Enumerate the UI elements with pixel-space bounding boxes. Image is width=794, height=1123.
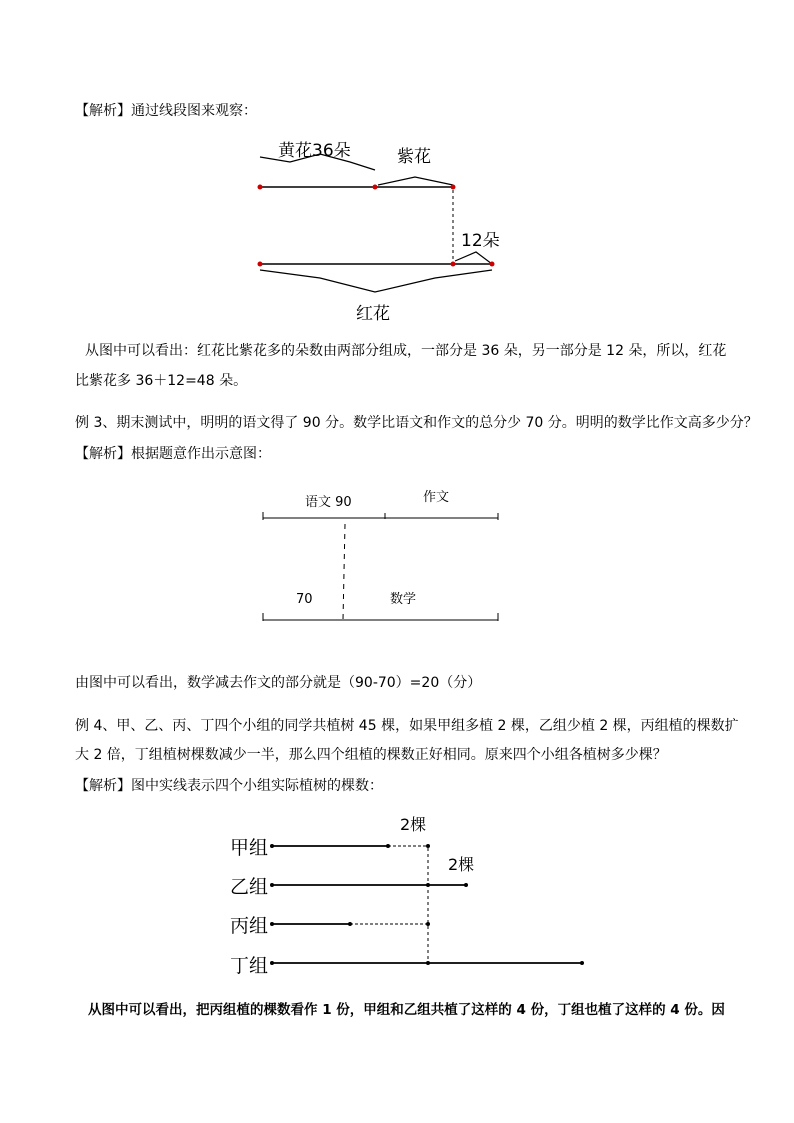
fig2-math-label: 数学: [390, 592, 417, 607]
example-3-question: 例 3、期末测试中，明明的语文得了 90 分。数学比语文和作文的总分少 70 分。明明的数学比作文高多少分？: [75, 415, 758, 431]
example-4-question-2: 大 2 倍，丁组植树棵数减少一半，那么四个组植的棵数正好相同。原来四个小组各植树多少棵？: [75, 747, 667, 763]
figure-scores-segment: [255, 482, 510, 632]
fig2-seventy-label: 70: [296, 592, 313, 607]
fig3-two-top: 2棵: [400, 815, 427, 834]
figure-flowers-segment: [240, 130, 520, 330]
example-3-analysis: 【解析】根据题意作出示意图：: [75, 446, 271, 462]
analysis-text-4: 从图中可以看出，把丙组植的棵数看作 1 份，甲组和乙组共植了这样的 4 份，丁组也植了这样的 4 份。因: [88, 1002, 725, 1018]
analysis-text-3: 由图中可以看出，数学减去作文的部分就是（90-70）=20（分）: [75, 675, 482, 691]
fig3-bing-label: 丙组: [230, 915, 269, 937]
fig3-yi-label: 乙组: [230, 876, 269, 898]
figure-groups-segment: [220, 810, 600, 985]
fig1-yellow-label: 黄花36朵: [278, 141, 351, 161]
example-4-question-1: 例 4、甲、乙、丙、丁四个小组的同学共植树 45 棵，如果甲组多植 2 棵，乙组少植 2 棵，丙组植的棵数扩: [75, 718, 739, 734]
analysis-text-2a: 从图中可以看出：红花比紫花多的朵数由两部分组成，一部分是 36 朵，另一部分是 12 朵，所以，红花: [85, 343, 727, 359]
fig3-ding-label: 丁组: [230, 955, 269, 977]
fig3-jia-label: 甲组: [230, 837, 269, 859]
analysis-intro-1: 【解析】通过线段图来观察：: [75, 103, 257, 119]
fig2-essay-label: 作文: [423, 490, 450, 505]
analysis-text-2b: 比紫花多 36＋12=48 朵。: [75, 373, 248, 389]
example-4-analysis: 【解析】图中实线表示四个小组实际植树的棵数：: [75, 778, 383, 794]
fig1-purple-label: 紫花: [397, 147, 431, 167]
fig1-extra-label: 12朵: [461, 231, 500, 251]
fig3-two-mid: 2棵: [448, 855, 475, 874]
fig1-red-label: 红花: [356, 304, 390, 324]
fig2-chinese-label: 语文 90: [305, 495, 352, 510]
